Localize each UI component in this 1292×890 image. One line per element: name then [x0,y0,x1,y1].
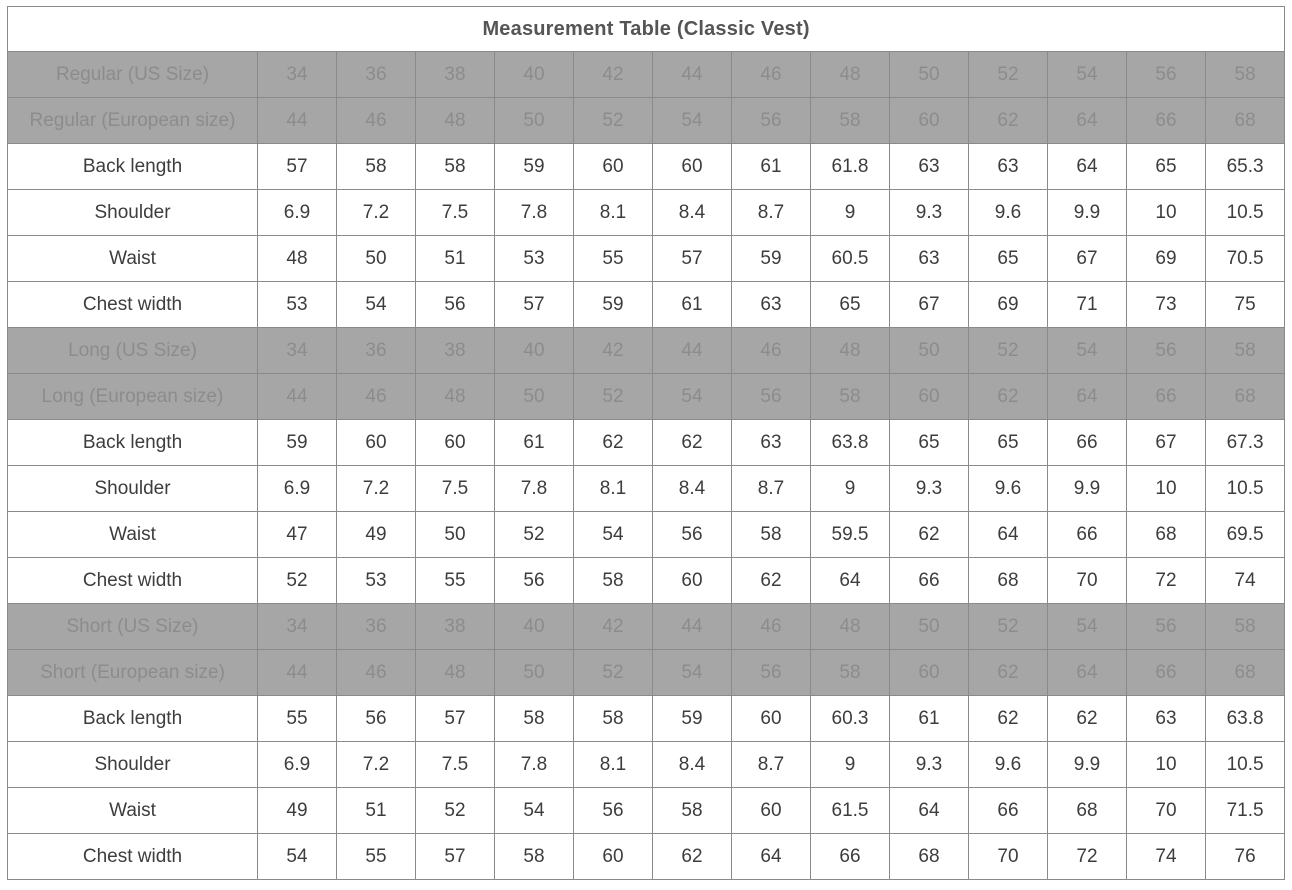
measurement-cell: 74 [1206,558,1285,604]
measurement-cell: 69 [1127,236,1206,282]
measurement-cell: 9.6 [969,742,1048,788]
measurement-table [7,6,1285,880]
measurement-cell: 58 [653,788,732,834]
measurement-cell: 58 [574,558,653,604]
measurement-cell: 7.5 [416,190,495,236]
measurement-cell: 66 [1048,512,1127,558]
measurement-cell: 60 [732,788,811,834]
size-header-value: 34 [258,604,337,650]
size-header-value: 56 [732,374,811,420]
measurement-cell: 67 [1048,236,1127,282]
measurement-cell: 70 [1127,788,1206,834]
size-header-value: 64 [1048,650,1127,696]
table-head [8,7,1285,52]
measurement-cell: 65 [890,420,969,466]
size-header-value: 48 [811,52,890,98]
size-header-value: 68 [1206,374,1285,420]
measurement-cell: 60 [653,558,732,604]
measurement-cell: 58 [337,144,416,190]
size-header-value: 48 [811,604,890,650]
measurement-cell: 59 [495,144,574,190]
measurement-cell: 72 [1048,834,1127,880]
size-header-value: 48 [416,650,495,696]
row-label: Waist [8,236,258,282]
size-header-value: 46 [732,604,811,650]
measurement-cell: 73 [1127,282,1206,328]
measurement-cell: 63 [1127,696,1206,742]
size-header-value: 46 [337,650,416,696]
size-header-value: 42 [574,604,653,650]
table-row [8,190,1285,236]
measurement-cell: 9.9 [1048,190,1127,236]
measurement-cell: 51 [416,236,495,282]
size-header-value: 58 [1206,328,1285,374]
measurement-cell: 64 [811,558,890,604]
size-header-value: 46 [732,52,811,98]
size-header-label: Short (US Size) [8,604,258,650]
row-label: Shoulder [8,466,258,512]
measurement-cell: 63 [732,420,811,466]
measurement-cell: 58 [732,512,811,558]
table-body [8,52,1285,880]
size-header-value: 36 [337,604,416,650]
measurement-cell: 9.3 [890,742,969,788]
size-header-value: 46 [337,374,416,420]
measurement-cell: 7.2 [337,742,416,788]
measurement-cell: 60 [337,420,416,466]
measurement-cell: 58 [495,696,574,742]
measurement-cell: 7.5 [416,742,495,788]
measurement-cell: 10.5 [1206,466,1285,512]
measurement-cell: 69 [969,282,1048,328]
measurement-cell: 62 [574,420,653,466]
size-header-value: 50 [890,328,969,374]
size-header-value: 38 [416,328,495,374]
size-header-value: 50 [495,374,574,420]
measurement-cell: 49 [258,788,337,834]
measurement-cell: 57 [653,236,732,282]
size-header-label: Regular (US Size) [8,52,258,98]
size-header-row [8,52,1285,98]
measurement-cell: 9 [811,742,890,788]
measurement-cell: 64 [732,834,811,880]
size-header-value: 54 [1048,52,1127,98]
measurement-cell: 60 [574,144,653,190]
size-header-value: 54 [653,98,732,144]
measurement-cell: 6.9 [258,466,337,512]
measurement-cell: 48 [258,236,337,282]
row-label: Chest width [8,558,258,604]
size-header-row [8,98,1285,144]
size-header-label: Short (European size) [8,650,258,696]
measurement-cell: 63.8 [1206,696,1285,742]
measurement-cell: 49 [337,512,416,558]
measurement-cell: 55 [258,696,337,742]
size-header-value: 44 [258,650,337,696]
size-header-value: 36 [337,52,416,98]
size-header-value: 34 [258,328,337,374]
size-header-value: 54 [653,374,732,420]
size-header-value: 56 [1127,52,1206,98]
measurement-cell: 57 [416,834,495,880]
size-header-value: 44 [258,374,337,420]
measurement-cell: 53 [495,236,574,282]
size-header-value: 60 [890,650,969,696]
measurement-cell: 54 [337,282,416,328]
size-header-value: 66 [1127,650,1206,696]
size-header-value: 58 [811,374,890,420]
size-header-row [8,328,1285,374]
size-header-value: 60 [890,374,969,420]
size-header-value: 42 [574,52,653,98]
measurement-cell: 10.5 [1206,742,1285,788]
measurement-cell: 56 [337,696,416,742]
measurement-cell: 57 [495,282,574,328]
measurement-cell: 70 [1048,558,1127,604]
size-header-value: 34 [258,52,337,98]
measurement-cell: 62 [653,834,732,880]
table-row [8,466,1285,512]
measurement-cell: 56 [574,788,653,834]
size-header-row [8,374,1285,420]
size-header-value: 58 [1206,52,1285,98]
measurement-cell: 66 [890,558,969,604]
measurement-cell: 59 [258,420,337,466]
measurement-cell: 10 [1127,190,1206,236]
measurement-cell: 8.4 [653,742,732,788]
measurement-cell: 58 [495,834,574,880]
size-header-value: 52 [574,650,653,696]
measurement-cell: 65 [969,420,1048,466]
measurement-cell: 9.6 [969,190,1048,236]
measurement-cell: 63 [732,282,811,328]
measurement-cell: 62 [1048,696,1127,742]
measurement-cell: 56 [495,558,574,604]
size-header-value: 44 [653,52,732,98]
size-header-value: 56 [732,650,811,696]
measurement-cell: 60 [653,144,732,190]
size-header-value: 42 [574,328,653,374]
measurement-cell: 58 [574,696,653,742]
size-header-value: 50 [890,604,969,650]
measurement-cell: 59 [574,282,653,328]
table-title-row [8,7,1285,52]
measurement-cell: 61.8 [811,144,890,190]
measurement-cell: 55 [416,558,495,604]
measurement-cell: 55 [574,236,653,282]
measurement-cell: 75 [1206,282,1285,328]
row-label: Waist [8,788,258,834]
size-header-value: 44 [258,98,337,144]
measurement-cell: 76 [1206,834,1285,880]
size-header-value: 52 [574,374,653,420]
measurement-cell: 68 [1127,512,1206,558]
measurement-cell: 50 [337,236,416,282]
measurement-cell: 71 [1048,282,1127,328]
measurement-cell: 60 [732,696,811,742]
measurement-cell: 65.3 [1206,144,1285,190]
measurement-cell: 8.4 [653,190,732,236]
measurement-cell: 8.7 [732,466,811,512]
measurement-cell: 70.5 [1206,236,1285,282]
measurement-cell: 7.8 [495,742,574,788]
measurement-cell: 54 [258,834,337,880]
size-header-value: 54 [1048,328,1127,374]
measurement-cell: 59 [653,696,732,742]
table-row [8,236,1285,282]
measurement-cell: 60 [574,834,653,880]
size-header-value: 60 [890,98,969,144]
measurement-cell: 66 [969,788,1048,834]
size-header-label: Regular (European size) [8,98,258,144]
measurement-cell: 63.8 [811,420,890,466]
size-header-value: 52 [969,52,1048,98]
measurement-cell: 60 [416,420,495,466]
measurement-cell: 52 [495,512,574,558]
measurement-cell: 55 [337,834,416,880]
table-row [8,742,1285,788]
size-header-value: 52 [574,98,653,144]
size-header-value: 36 [337,328,416,374]
measurement-cell: 61.5 [811,788,890,834]
table-row [8,788,1285,834]
measurement-cell: 66 [811,834,890,880]
measurement-cell: 59 [732,236,811,282]
size-header-row [8,650,1285,696]
row-label: Waist [8,512,258,558]
measurement-cell: 9.6 [969,466,1048,512]
measurement-cell: 9 [811,466,890,512]
measurement-cell: 65 [1127,144,1206,190]
measurement-cell: 54 [574,512,653,558]
measurement-cell: 63 [890,236,969,282]
table-row [8,834,1285,880]
measurement-cell: 53 [258,282,337,328]
size-header-value: 48 [416,374,495,420]
size-header-value: 58 [811,650,890,696]
measurement-cell: 58 [416,144,495,190]
size-header-value: 64 [1048,98,1127,144]
size-header-value: 46 [732,328,811,374]
measurement-cell: 64 [890,788,969,834]
size-header-value: 58 [1206,604,1285,650]
size-header-value: 52 [969,328,1048,374]
measurement-cell: 57 [258,144,337,190]
size-header-value: 62 [969,374,1048,420]
size-header-value: 38 [416,604,495,650]
measurement-cell: 62 [732,558,811,604]
measurement-cell: 8.7 [732,190,811,236]
table-row [8,420,1285,466]
measurement-cell: 10 [1127,466,1206,512]
size-header-value: 44 [653,604,732,650]
measurement-cell: 9.9 [1048,466,1127,512]
row-label: Chest width [8,834,258,880]
measurement-cell: 51 [337,788,416,834]
measurement-cell: 10.5 [1206,190,1285,236]
size-header-value: 50 [495,650,574,696]
size-header-value: 50 [890,52,969,98]
row-label: Back length [8,420,258,466]
row-label: Shoulder [8,190,258,236]
measurement-cell: 57 [416,696,495,742]
measurement-cell: 60.3 [811,696,890,742]
measurement-cell: 66 [1048,420,1127,466]
size-header-value: 54 [653,650,732,696]
measurement-cell: 60.5 [811,236,890,282]
size-header-value: 48 [811,328,890,374]
size-header-value: 54 [1048,604,1127,650]
row-label: Shoulder [8,742,258,788]
size-header-value: 50 [495,98,574,144]
size-header-label: Long (European size) [8,374,258,420]
measurement-cell: 6.9 [258,190,337,236]
measurement-cell: 10 [1127,742,1206,788]
measurement-cell: 9.3 [890,190,969,236]
measurement-cell: 67 [1127,420,1206,466]
measurement-cell: 52 [258,558,337,604]
row-label: Back length [8,696,258,742]
measurement-cell: 62 [969,696,1048,742]
measurement-cell: 9.3 [890,466,969,512]
measurement-cell: 50 [416,512,495,558]
measurement-cell: 8.4 [653,466,732,512]
size-header-value: 58 [811,98,890,144]
size-header-value: 56 [1127,328,1206,374]
measurement-cell: 9 [811,190,890,236]
measurement-cell: 74 [1127,834,1206,880]
size-header-value: 62 [969,650,1048,696]
size-header-value: 40 [495,328,574,374]
size-header-value: 66 [1127,98,1206,144]
size-header-value: 40 [495,52,574,98]
size-header-value: 40 [495,604,574,650]
size-header-value: 48 [416,98,495,144]
size-header-value: 68 [1206,98,1285,144]
table-row [8,512,1285,558]
measurement-cell: 6.9 [258,742,337,788]
measurement-cell: 8.1 [574,466,653,512]
size-header-value: 66 [1127,374,1206,420]
measurement-cell: 65 [811,282,890,328]
size-header-label: Long (US Size) [8,328,258,374]
size-header-value: 38 [416,52,495,98]
measurement-cell: 68 [1048,788,1127,834]
row-label: Chest width [8,282,258,328]
measurement-cell: 7.2 [337,466,416,512]
measurement-cell: 61 [732,144,811,190]
measurement-cell: 56 [653,512,732,558]
measurement-cell: 70 [969,834,1048,880]
size-header-value: 68 [1206,650,1285,696]
measurement-cell: 72 [1127,558,1206,604]
measurement-cell: 8.1 [574,190,653,236]
size-header-row [8,604,1285,650]
size-header-value: 56 [732,98,811,144]
measurement-cell: 67 [890,282,969,328]
measurement-cell: 7.2 [337,190,416,236]
table-row [8,558,1285,604]
measurement-cell: 63 [969,144,1048,190]
size-header-value: 56 [1127,604,1206,650]
measurement-cell: 8.1 [574,742,653,788]
size-header-value: 52 [969,604,1048,650]
table-row [8,144,1285,190]
measurement-cell: 61 [890,696,969,742]
table-row [8,282,1285,328]
measurement-cell: 64 [1048,144,1127,190]
measurement-cell: 69.5 [1206,512,1285,558]
measurement-cell: 64 [969,512,1048,558]
measurement-cell: 61 [495,420,574,466]
measurement-cell: 9.9 [1048,742,1127,788]
row-label: Back length [8,144,258,190]
size-header-value: 64 [1048,374,1127,420]
measurement-cell: 67.3 [1206,420,1285,466]
measurement-cell: 8.7 [732,742,811,788]
measurement-cell: 56 [416,282,495,328]
measurement-cell: 53 [337,558,416,604]
measurement-cell: 47 [258,512,337,558]
measurement-cell: 54 [495,788,574,834]
measurement-cell: 65 [969,236,1048,282]
measurement-cell: 62 [890,512,969,558]
size-header-value: 44 [653,328,732,374]
measurement-cell: 7.8 [495,466,574,512]
measurement-cell: 52 [416,788,495,834]
measurement-cell: 68 [969,558,1048,604]
measurement-cell: 71.5 [1206,788,1285,834]
table-title: Measurement Table (Classic Vest) [8,7,1285,52]
measurement-cell: 62 [653,420,732,466]
size-header-value: 62 [969,98,1048,144]
measurement-cell: 61 [653,282,732,328]
table-row [8,696,1285,742]
measurement-cell: 63 [890,144,969,190]
measurement-cell: 7.8 [495,190,574,236]
measurement-cell: 59.5 [811,512,890,558]
measurement-cell: 68 [890,834,969,880]
measurement-cell: 7.5 [416,466,495,512]
size-header-value: 46 [337,98,416,144]
